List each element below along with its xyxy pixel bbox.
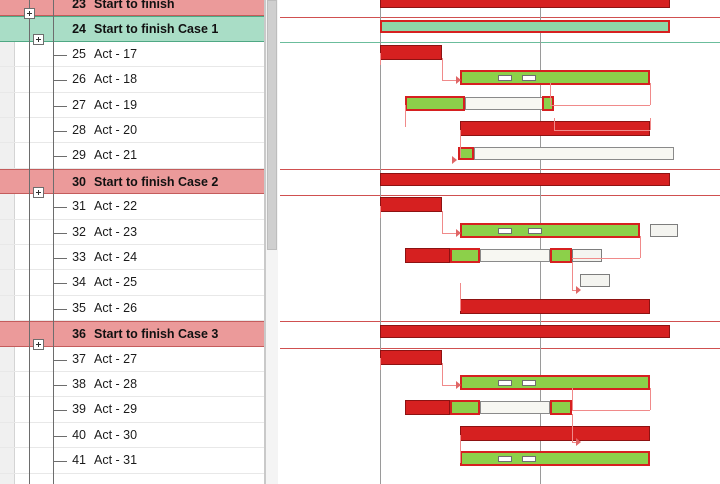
gantt-bar-chip bbox=[498, 456, 512, 462]
gantt-bar[interactable] bbox=[380, 45, 442, 60]
gantt-bar[interactable] bbox=[380, 20, 670, 33]
dependency-link-segment bbox=[572, 258, 640, 259]
dependency-link-segment bbox=[442, 363, 443, 385]
dependency-link-segment bbox=[442, 211, 443, 233]
tree-branch-tick bbox=[53, 55, 67, 56]
task-row-id: 30 bbox=[72, 174, 86, 189]
gantt-bar[interactable] bbox=[474, 147, 674, 160]
dependency-link-segment bbox=[550, 83, 551, 105]
dependency-link-segment bbox=[460, 283, 461, 311]
gantt-bar[interactable] bbox=[380, 0, 670, 8]
tree-branch-tick bbox=[53, 436, 67, 437]
expander-row-24[interactable] bbox=[33, 34, 44, 45]
task-row[interactable] bbox=[0, 296, 278, 321]
tree-branch-tick bbox=[53, 106, 67, 107]
task-row-id: 24 bbox=[72, 22, 86, 37]
gantt-row bbox=[280, 347, 720, 372]
dependency-link-segment bbox=[460, 130, 461, 158]
task-row-id: 41 bbox=[72, 453, 86, 468]
task-row[interactable] bbox=[0, 270, 278, 295]
task-row-name: Act - 25 bbox=[94, 275, 138, 290]
dependency-link-segment bbox=[554, 130, 650, 131]
gantt-bar[interactable] bbox=[460, 375, 650, 390]
task-row-name: Act - 26 bbox=[94, 300, 138, 315]
tree-branch-tick bbox=[53, 283, 67, 284]
tree-spine-level0 bbox=[29, 0, 30, 484]
task-row[interactable] bbox=[0, 42, 278, 67]
gantt-bar[interactable] bbox=[480, 249, 550, 262]
gantt-bar[interactable] bbox=[380, 197, 442, 212]
tree-branch-tick bbox=[53, 80, 67, 81]
dependency-link-segment bbox=[380, 206, 381, 218]
tree-branch-tick bbox=[53, 309, 67, 310]
dependency-link-segment bbox=[460, 435, 461, 463]
dependency-link-segment bbox=[650, 388, 651, 410]
dependency-link-arrow bbox=[456, 229, 461, 237]
gantt-bar-chip bbox=[528, 228, 542, 234]
timeline-marker-line-1 bbox=[380, 0, 381, 484]
task-row-name: Start to finish Case 3 bbox=[94, 327, 219, 342]
task-row-name: Act - 20 bbox=[94, 123, 138, 137]
tree-branch-tick bbox=[53, 258, 67, 259]
dependency-link-arrow bbox=[576, 438, 581, 446]
task-row-name: Act - 22 bbox=[94, 199, 138, 214]
task-row[interactable] bbox=[0, 372, 278, 397]
gantt-timeline[interactable] bbox=[280, 0, 720, 484]
tree-branch-tick bbox=[53, 156, 67, 157]
dependency-link-segment bbox=[554, 118, 555, 130]
task-grid[interactable] bbox=[0, 0, 278, 484]
dependency-link-segment bbox=[640, 236, 641, 258]
gantt-bar-chip bbox=[522, 75, 536, 81]
dependency-link-segment bbox=[650, 83, 651, 105]
task-row[interactable] bbox=[0, 0, 278, 16]
task-row-name: Act - 21 bbox=[94, 148, 138, 163]
gantt-bar[interactable] bbox=[380, 350, 442, 365]
gantt-bar[interactable] bbox=[572, 249, 602, 262]
gantt-row bbox=[280, 194, 720, 219]
gantt-row bbox=[280, 270, 720, 295]
expander-row-30[interactable] bbox=[33, 187, 44, 198]
gantt-bar[interactable] bbox=[580, 274, 610, 287]
task-row[interactable] bbox=[0, 220, 278, 245]
gantt-bar[interactable] bbox=[465, 97, 550, 110]
task-row[interactable] bbox=[0, 423, 278, 448]
task-row-name: Start to finish bbox=[94, 0, 175, 11]
gantt-bar[interactable] bbox=[450, 248, 480, 263]
task-row-name: Act - 17 bbox=[94, 46, 138, 61]
task-row-id: 31 bbox=[72, 199, 86, 214]
tree-branch-tick bbox=[53, 131, 67, 132]
gantt-bar[interactable] bbox=[405, 400, 450, 415]
task-row-name: Act - 30 bbox=[94, 427, 138, 442]
dependency-link-segment bbox=[572, 262, 573, 290]
gantt-bar[interactable] bbox=[650, 224, 678, 237]
task-row[interactable] bbox=[0, 67, 278, 92]
task-row-name: Act - 18 bbox=[94, 72, 138, 87]
task-row-id: 39 bbox=[72, 402, 86, 417]
task-row[interactable] bbox=[0, 347, 278, 372]
tree-branch-tick bbox=[53, 233, 67, 234]
task-row-id: 35 bbox=[72, 300, 86, 315]
dependency-link-segment bbox=[572, 388, 573, 410]
gantt-bar[interactable] bbox=[542, 96, 554, 111]
gantt-bar-chip bbox=[498, 228, 512, 234]
dependency-link-arrow bbox=[456, 381, 461, 389]
gantt-bar[interactable] bbox=[405, 248, 450, 263]
gantt-bar[interactable] bbox=[460, 299, 650, 314]
gantt-bar-chip bbox=[522, 456, 536, 462]
task-row-name: Act - 28 bbox=[94, 377, 138, 391]
task-row-id: 25 bbox=[72, 46, 86, 61]
vertical-scrollbar-thumb[interactable] bbox=[267, 0, 277, 250]
gantt-bar[interactable] bbox=[380, 173, 670, 186]
task-row-id: 23 bbox=[72, 0, 86, 11]
expander-row-23[interactable] bbox=[24, 8, 35, 19]
expander-row-36[interactable] bbox=[33, 339, 44, 350]
task-row-id: 37 bbox=[72, 351, 86, 366]
dependency-link-arrow bbox=[576, 286, 581, 294]
task-row-name: Start to finish Case 1 bbox=[94, 22, 219, 37]
task-row[interactable] bbox=[0, 118, 278, 143]
tree-branch-tick bbox=[53, 207, 67, 208]
gantt-bar[interactable] bbox=[460, 223, 640, 238]
task-row-id: 26 bbox=[72, 72, 86, 87]
task-row[interactable] bbox=[0, 245, 278, 270]
gantt-bar[interactable] bbox=[405, 96, 465, 111]
gantt-bar[interactable] bbox=[450, 400, 480, 415]
task-row[interactable] bbox=[0, 448, 278, 473]
dependency-link-arrow bbox=[456, 76, 461, 84]
dependency-link-segment bbox=[572, 414, 573, 442]
task-row[interactable] bbox=[0, 143, 278, 168]
gantt-bar[interactable] bbox=[460, 451, 650, 466]
task-row-name: Act - 19 bbox=[94, 97, 138, 112]
dependency-link-segment bbox=[405, 105, 406, 127]
task-row-name: Act - 31 bbox=[94, 453, 138, 468]
task-row-id: 36 bbox=[72, 327, 86, 342]
gantt-row bbox=[280, 42, 720, 67]
tree-branch-tick bbox=[53, 360, 67, 361]
gantt-bar[interactable] bbox=[480, 401, 550, 414]
task-row-name: Start to finish Case 2 bbox=[94, 174, 219, 189]
task-row-name: Act - 24 bbox=[94, 250, 138, 264]
dependency-link-segment bbox=[550, 105, 650, 106]
gantt-bar[interactable] bbox=[550, 400, 572, 415]
gantt-bar-chip bbox=[522, 380, 536, 386]
gantt-bar[interactable] bbox=[380, 325, 670, 338]
task-row-id: 29 bbox=[72, 148, 86, 163]
tree-branch-tick bbox=[53, 461, 67, 462]
task-row-id: 34 bbox=[72, 275, 86, 290]
task-row-name: Act - 29 bbox=[94, 402, 138, 417]
dependency-link-segment bbox=[442, 58, 443, 80]
task-row-id: 33 bbox=[72, 250, 86, 264]
dependency-link-segment bbox=[650, 118, 651, 130]
gantt-bar[interactable] bbox=[460, 426, 650, 441]
task-row-id: 28 bbox=[72, 123, 86, 137]
gantt-bar[interactable] bbox=[460, 121, 650, 136]
gantt-bar[interactable] bbox=[550, 248, 572, 263]
tree-spine-level1 bbox=[53, 0, 54, 484]
task-row[interactable] bbox=[0, 397, 278, 422]
tree-branch-tick bbox=[53, 385, 67, 386]
task-row-id: 40 bbox=[72, 427, 86, 442]
task-row-id: 32 bbox=[72, 224, 86, 239]
dependency-link-segment bbox=[380, 358, 381, 370]
dependency-link-arrow bbox=[452, 156, 457, 164]
gantt-bar-chip bbox=[498, 380, 512, 386]
task-row-name: Act - 23 bbox=[94, 224, 138, 239]
dependency-link-segment bbox=[380, 53, 381, 65]
task-row[interactable] bbox=[0, 93, 278, 118]
dependency-link-segment bbox=[572, 410, 650, 411]
gantt-bar-chip bbox=[498, 75, 512, 81]
task-row-id: 38 bbox=[72, 377, 86, 391]
task-row-id: 27 bbox=[72, 97, 86, 112]
gantt-bar[interactable] bbox=[460, 70, 650, 85]
tree-branch-tick bbox=[53, 410, 67, 411]
task-row-name: Act - 27 bbox=[94, 351, 138, 366]
